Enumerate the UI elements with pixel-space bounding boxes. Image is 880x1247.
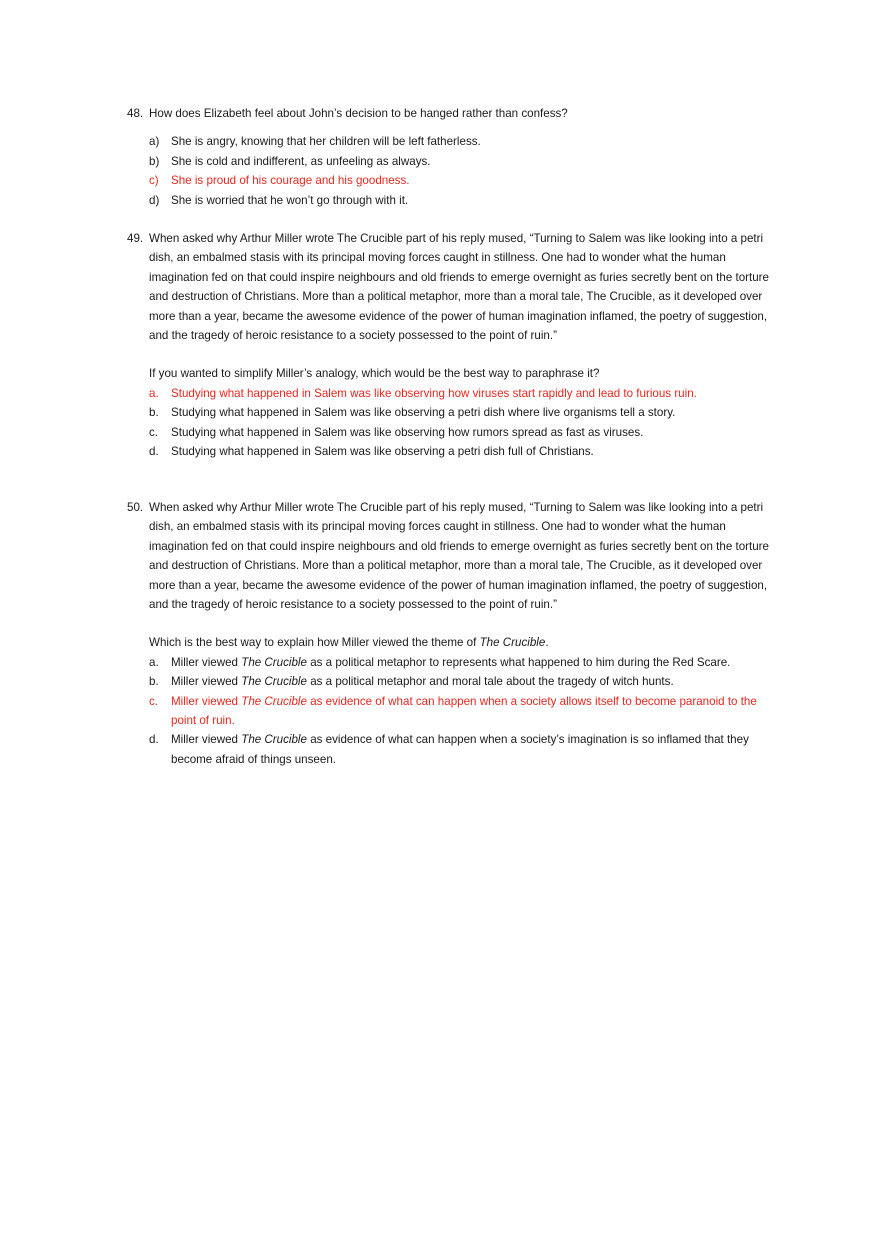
options-list — [149, 384, 777, 462]
option-text: She is worried that he won’t go through with it. — [171, 193, 409, 207]
option-text: Miller viewed The Crucible as evidence of what can happen when a society’s imagination is so inflamed that they become afraid of things unseen. — [171, 733, 749, 766]
option-a — [149, 132, 777, 151]
question-number: 48. — [127, 107, 144, 120]
option-b — [149, 152, 777, 171]
option-letter: c. — [149, 694, 159, 708]
option-text: She is proud of his courage and his goodness. — [171, 174, 410, 188]
option-text: She is cold and indifferent, as unfeeling as always. — [171, 154, 431, 168]
option-b — [149, 403, 777, 422]
option-text: Miller viewed The Crucible as a political metaphor to represents what happened to him during the Red Scare. — [171, 655, 731, 669]
option-letter: c) — [149, 174, 159, 188]
option-text: Miller viewed The Crucible as evidence of what can happen when a society allows itself to become paranoid to the point of ruin. — [171, 694, 757, 728]
option-text: Studying what happened in Salem was like observing a petri dish full of Christians. — [171, 445, 594, 459]
option-text: Studying what happened in Salem was like observing how viruses start rapidly and lead to furious ruin. — [171, 386, 697, 400]
option-a — [149, 653, 777, 672]
prompt-end: . — [545, 636, 549, 650]
question-number: 50. — [127, 501, 144, 514]
option-letter: a) — [149, 135, 160, 149]
option-c-correct — [149, 171, 777, 190]
question-50 — [127, 498, 777, 769]
option-text: Studying what happened in Salem was like observing a petri dish where live organisms tell a story. — [171, 406, 676, 420]
option-c — [149, 423, 777, 442]
prompt-italic-title: The Crucible — [479, 636, 546, 650]
option-letter: b. — [149, 406, 159, 420]
option-d — [149, 442, 777, 461]
option-text: Studying what happened in Salem was like observing how rumors spread as fast as viruses. — [171, 425, 644, 439]
question-prompt — [149, 633, 777, 652]
option-letter: c. — [149, 425, 159, 439]
option-d — [149, 191, 777, 210]
option-letter: a. — [149, 655, 159, 669]
option-text: She is angry, knowing that her children will be left fatherless. — [171, 135, 481, 149]
options-list — [149, 132, 777, 210]
option-c-correct — [149, 692, 777, 731]
question-stem: When asked why Arthur Miller wrote The Crucible part of his reply mused, “Turning to Salem was like looking into a petri dish, an embalmed stasis with its principal moving forces caught in stillness. One had to wonder what the human imagination fed on that could inspire neighbours and old friends to emerge overnight as furies secretly bent on the torture and destruction of Christians. More than a political metaphor, more than a moral tale, The Crucible, as it developed over more than a year, became the awesome evidence of the power of human imagination inflamed, the poetry of suggestion, and the tragedy of heroic resistance to a society possessed to the point of ruin.” — [149, 232, 769, 343]
question-48 — [127, 104, 777, 210]
question-number: 49. — [127, 232, 144, 245]
options-list — [149, 653, 777, 769]
question-stem: How does Elizabeth feel about John’s decision to be hanged rather than confess? — [149, 107, 568, 120]
option-letter: d. — [149, 733, 159, 747]
option-letter: a. — [149, 386, 159, 400]
option-letter: d. — [149, 445, 159, 459]
option-a-correct — [149, 384, 777, 403]
option-letter: b) — [149, 154, 160, 168]
option-b — [149, 672, 777, 691]
option-d — [149, 730, 777, 769]
prompt-text: Which is the best way to explain how Miller viewed the theme of — [149, 636, 480, 650]
question-49 — [127, 229, 777, 461]
option-text: Miller viewed The Crucible as a political metaphor and moral tale about the tragedy of witch hunts. — [171, 675, 674, 689]
question-prompt: If you wanted to simplify Miller’s analogy, which would be the best way to paraphrase it? — [149, 367, 600, 381]
option-letter: d) — [149, 193, 160, 207]
question-stem: When asked why Arthur Miller wrote The Crucible part of his reply mused, “Turning to Salem was like looking into a petri dish, an embalmed stasis with its principal moving forces caught in stillness. One had to wonder what the human imagination fed on that could inspire neighbours and old friends to emerge overnight as furies secretly bent on the torture and destruction of Christians. More than a political metaphor, more than a moral tale, The Crucible, as it developed over more than a year, became the awesome evidence of the power of human imagination inflamed, the poetry of suggestion, and the tragedy of heroic resistance to a society possessed to the point of ruin.” — [149, 501, 769, 612]
option-letter: b. — [149, 675, 159, 689]
